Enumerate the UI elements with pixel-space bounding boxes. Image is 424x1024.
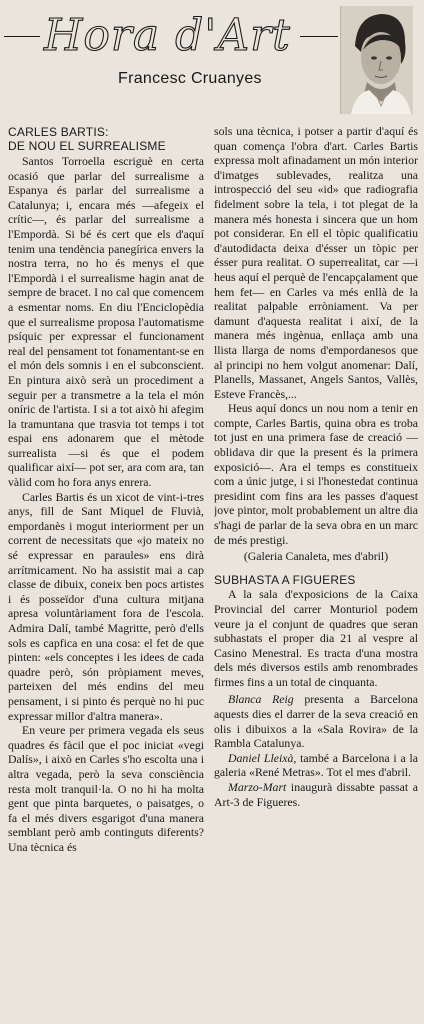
artist-name: Blanca Reig: [228, 692, 294, 707]
author-byline: Francesc Cruanyes: [118, 70, 262, 87]
column-masthead: Hora d'Art: [44, 10, 291, 61]
header-rule-right: [300, 36, 338, 37]
exhibition-item-text: , també a Barcelona i a la galeria «René Metras». Tot el mes d'abril.: [214, 750, 418, 780]
article-heading-line2: DE NOU EL SURREALISME: [8, 138, 166, 153]
exhibition-item-text: inaugurà dissabte passat a Art-3 de Figueres.: [214, 780, 418, 809]
article-paragraph: Heus aquí doncs un nou nom a tenir en compte, Carles Bartis, quina obra es troba tot just en una primera fase de creació —oblidava dir que la present és la primera exposició—. Ara el temps es constitueix com a únic jutge, i si l'honestedat continua presidint com fins ara les passes d'aquest jove pintor, molt probablement un altre dia s'hagi de parlar de la seva obra en un marc de més prestigi.: [214, 401, 418, 547]
article-paragraph: Santos Torroella escriguè en certa ocasió que parlar del surrealisme a Espanya és parlar del surrealisme a Catalunya; i, encara més —afegeix el crític—, és parlar del surrealisme a l'Empordà. Si bé és cert que els d'aquí tenim una tendència panegírica envers la nostra terra, no ho és menys el que l'Empordà i el surrealisme hagin anat de sempre de bracet. I no cal que comencem a esmentar noms. En diu l'Enciclopèdia que el surrealisme proposa l'automatisme psíquic per expressar el funcionament real del pensament tot fonamentant-se en el món dels somnis i en el subconscient. En pintura això serà un procediment a seguir per a transmetre a la tela el món oníric de l'artista. I si a tot això hi afegim la tramuntana que trasvia tot temps i tot espai ens adonarem que el mètode surrealista —si és que el podem qualificar així— pot ser, ara com ara, tan vàlid com ho fora anys enrera.: [8, 154, 204, 490]
exhibition-item-text: presenta a Barcelona aquests dies el darrer de la seva creació en olis i dibuixos a la «Sala Rovira» de la Rambla Catalunya.: [214, 692, 418, 751]
exhibition-item: [214, 780, 418, 809]
header-rule-left: [4, 36, 40, 37]
author-portrait-illustration: [341, 6, 413, 114]
auction-paragraph: A la sala d'exposicions de la Caixa Provincial del carrer Monturiol podem veure ja el conjunt de quadres que seran subhastats el proper dia 21 al vespre al Casino Menestral. Es tracta d'una mostra dels més diversos estils amb renombrades firmes fins a un total de cinquanta.: [214, 587, 418, 689]
right-column: [214, 124, 418, 1020]
article-heading-line1: CARLES BARTIS:: [8, 125, 109, 139]
left-column: [8, 124, 204, 1020]
artist-name: Marzo-Mart: [228, 780, 287, 795]
article-paragraph: Carles Bartis és un xicot de vint-i-tres anys, fill de Sant Miquel de Fluvià, empordanès i mogut interiorment per un corrent de necessitats que «jo mateix no sé expressar en paraules» ens dirà arrítmicament. No ha assistit mai a cap classe de dibuix, coneix ben pocs artistes i és posseïdor d'una cultura mitjana apresa voluntàriament fora de l'escola. Admira Dalí, també Magritte, però d'ells sols es capfica en una cosa: el fet de que pinten: «els conceptes i les idees de cada quadre però, són pròpiament meves, parteixen del més endins del meu pensament, i si pinto és perquè no hi puc expressar millor d'altra manera».: [8, 489, 204, 723]
auction-section-heading: SUBHASTA A FIGUERES: [214, 572, 356, 587]
exhibition-item: [214, 692, 418, 750]
artist-name: Daniel Lleixà: [228, 750, 294, 765]
article-paragraph: En veure per primera vegada els seus quadres és fàcil que el poc iniciat «vegi Dalís», i això en Carles s'ho escolta una i altra vegada, però la seva consciència resta molt tranquil·la. O no hi ha molta gent que pinta barquetes, o paisatges, o fa el més divers esgarigot d'una manera semblant però amb continguts diferents? Una tècnica és: [8, 723, 204, 854]
author-portrait-photo: [340, 6, 413, 114]
exhibition-venue-note: (Galeria Canaleta, mes d'abril): [243, 549, 389, 564]
section-spacer: [214, 564, 418, 572]
article-paragraph-continued: sols una tècnica, i potser a partir d'aquí és quan comença l'obra d'art. Carles Bartis expressa molt afinadament un món interior d'imatges sublevades, realitza una introspecció del seu «id» que radiografia fidelment sobre la tela, i tot plegat de la manera més honesta i sincera que un hom pot considerar. En ell el tòpic qualificatiu d'autodidacta deixa d'ésser un tòpic per ésser pura realitat. O superrealitat, car —i heus aquí el perquè de l'encapçalament que hem fet— en Carles va més enllà de la realitat palpable erròniament. Va per damunt d'aquesta realitat i així, de la manera més ingènua, enllaça amb una llista llarga de noms d'empordanesos que al principi no hem volgut anomenar: Dalí, Planells, Massanet, Angels Santos, Vallès, Esteve Francès,...: [214, 124, 418, 401]
exhibition-item: [214, 751, 418, 780]
article-header: [0, 0, 424, 118]
